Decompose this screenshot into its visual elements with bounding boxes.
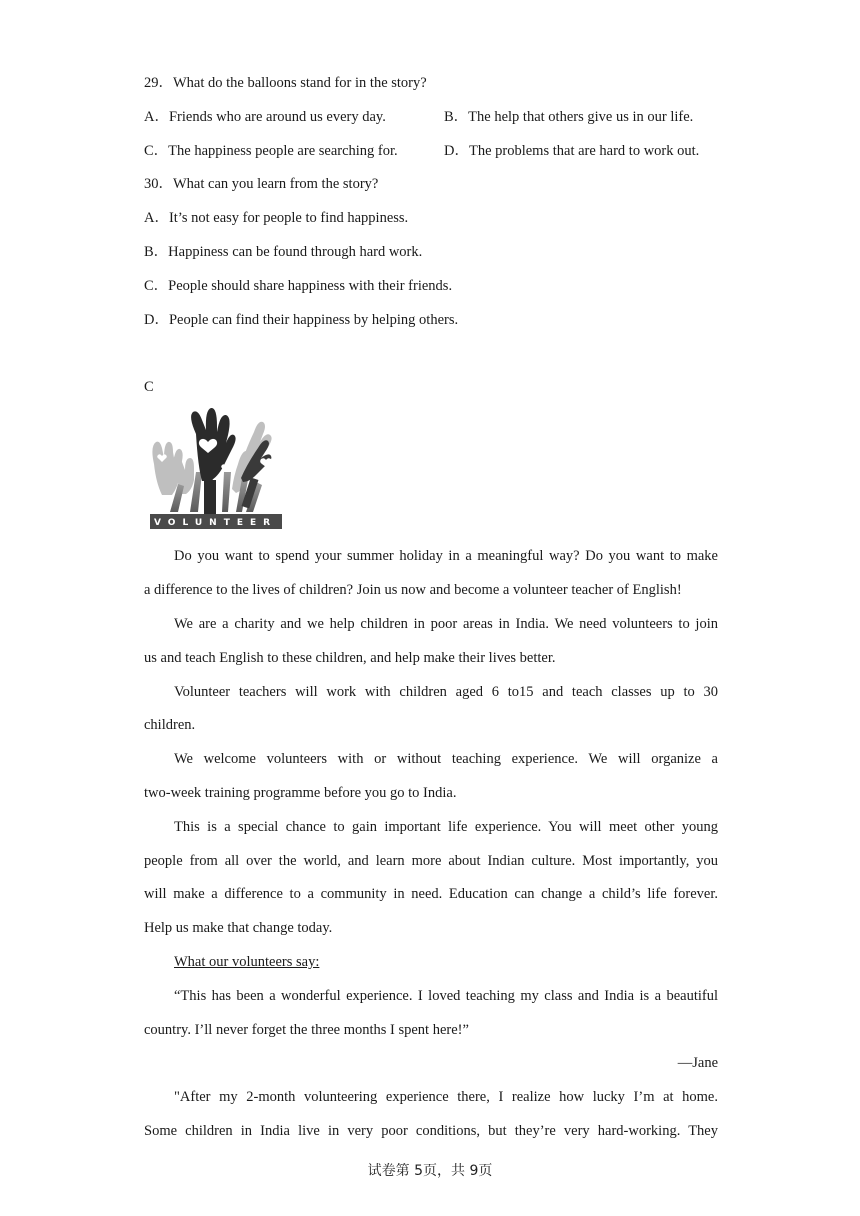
logo-letters: VOLUNTEER bbox=[154, 518, 278, 528]
passage-p2-line1: We are a charity and we help children in poor areas in India. We need volunteers to join bbox=[174, 616, 718, 632]
testimonial-1-line1: “This has been a wonderful experience. I loved teaching my class and India is a beautiful bbox=[174, 988, 718, 1004]
question-29-stem: 29．What do the balloons stand for in the story? bbox=[144, 75, 427, 91]
page-footer: 试卷第 5页，共 9页 bbox=[367, 1163, 493, 1179]
question-29-option-b: B．The help that others give us in our life. bbox=[444, 109, 694, 125]
passage-p5-line3: will make a difference to a community in need. Education can change a child’s life forever. bbox=[144, 886, 718, 902]
question-30-option-b: B．Happiness can be found through hard work. bbox=[144, 244, 423, 260]
question-30-stem: 30．What can you learn from the story? bbox=[144, 176, 379, 192]
question-29-option-a: A．Friends who are around us every day. bbox=[144, 109, 386, 125]
testimonials-heading: What our volunteers say: bbox=[174, 954, 320, 970]
passage-p4-line1: We welcome volunteers with or without teaching experience. We will organize a bbox=[174, 751, 718, 767]
passage-p5-line1: This is a special chance to gain important life experience. You will meet other young bbox=[174, 819, 718, 835]
testimonial-1-line2: country. I’ll never forget the three months I spent here!” bbox=[144, 1022, 469, 1038]
passage-p3-line2: children. bbox=[144, 717, 196, 733]
testimonial-1-signature: —Jane bbox=[677, 1055, 718, 1071]
passage-p1-line1: Do you want to spend your summer holiday in a meaningful way? Do you want to make bbox=[174, 548, 718, 564]
passage-p1-line2: a difference to the lives of children? Join us now and become a volunteer teacher of English! bbox=[144, 582, 682, 598]
question-29-option-d: D．The problems that are hard to work out. bbox=[444, 143, 700, 159]
question-30-option-c: C．People should share happiness with their friends. bbox=[144, 278, 453, 294]
passage-p4-line2: two-week training programme before you go to India. bbox=[144, 785, 457, 801]
testimonial-2-line1: "After my 2-month volunteering experience there, I realize how lucky I’m at home. bbox=[174, 1089, 718, 1105]
testimonial-2-line2: Some children in India live in very poor conditions, but they’re very hard-working. They bbox=[144, 1123, 718, 1139]
passage-p5-line4: Help us make that change today. bbox=[144, 920, 333, 936]
question-30-option-d: D．People can find their happiness by helping others. bbox=[144, 312, 459, 328]
question-30-option-a: A．It’s not easy for people to find happiness. bbox=[144, 210, 409, 226]
question-29-option-c: C．The happiness people are searching for. bbox=[144, 143, 398, 159]
passage-p5-line2: people from all over the world, and learn more about Indian culture. Most importantly, you bbox=[144, 853, 718, 869]
section-label: C bbox=[144, 379, 154, 395]
passage-p2-line2: us and teach English to these children, and help make their lives better. bbox=[144, 650, 556, 666]
volunteer-hands-logo-image bbox=[146, 404, 284, 530]
passage-p3-line1: Volunteer teachers will work with children aged 6 to15 and teach classes up to 30 bbox=[174, 684, 718, 700]
